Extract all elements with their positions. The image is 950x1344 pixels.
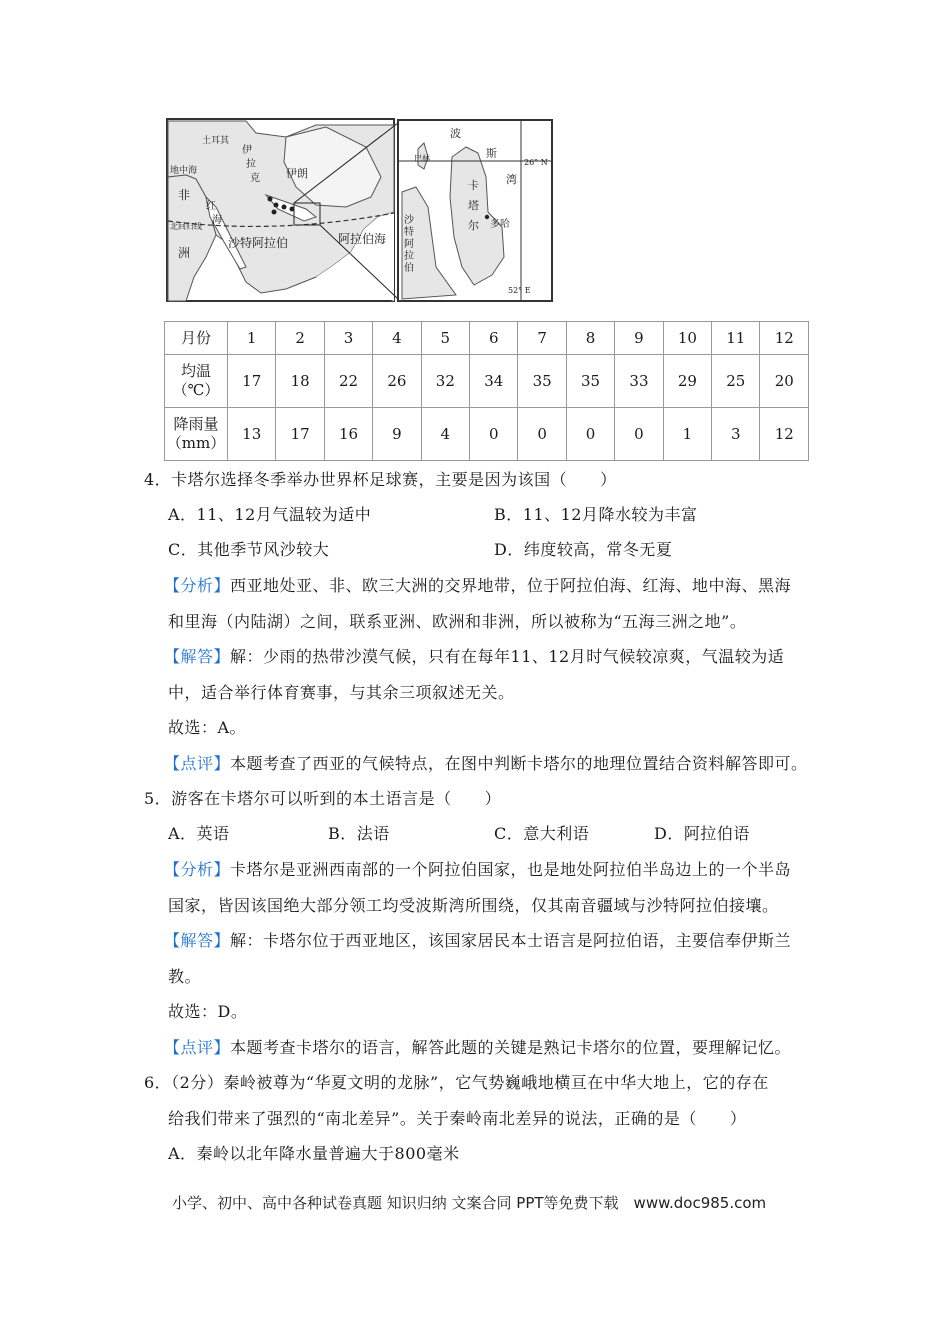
map-label-doha: 多哈: [490, 219, 510, 230]
table-cell: 12: [760, 408, 809, 461]
q5-stem: 5．游客在卡塔尔可以听到的本土语言是（ ）: [144, 789, 502, 808]
map-label-qatar-3: 尔: [468, 219, 479, 232]
q6-stem-line-1: 6．（2分）秦岭被尊为“华夏文明的龙脉”，它气势巍峨地横亘在中华大地上，它的存在: [144, 1073, 769, 1092]
climate-table: [164, 321, 809, 461]
table-cell: 32: [421, 355, 469, 408]
q4-choice: 故选：A。: [168, 718, 247, 737]
map-label-red-sea-2: 海: [212, 215, 222, 226]
map-label-iraq-1: 伊: [242, 145, 252, 156]
map-label-saudi-v-4: 拉: [404, 251, 414, 262]
table-cell: 25: [712, 355, 760, 408]
map-label-iran: 伊朗: [286, 167, 308, 180]
page-footer: 小学、初中、高中各种试卷真题 知识归纳 文案合同 PPT等免费下载 www.doc985.com: [172, 1194, 767, 1212]
map-label-saudi-v-2: 特: [404, 227, 414, 238]
answer-tag: 【解答】: [164, 931, 231, 950]
table-cell: 34: [470, 355, 518, 408]
table-cell: 2: [276, 322, 324, 355]
table-cell: 26: [373, 355, 421, 408]
q6-stem-line-2: 给我们带来了强烈的“南北差异”。关于秦岭南北差异的说法，正确的是（ ）: [168, 1109, 747, 1128]
q5-comment-text: 本题考查卡塔尔的语言，解答此题的关键是熟记卡塔尔的位置，要理解记忆。: [230, 1038, 792, 1057]
table-cell: 35: [518, 355, 566, 408]
map-label-qatar-2: 塔: [468, 199, 479, 212]
q4-comment-text: 本题考查了西亚的气候特点，在图中判断卡塔尔的地理位置结合资料解答即可。: [230, 754, 808, 773]
table-cell: 20: [760, 355, 809, 408]
table-cell: 16: [324, 408, 372, 461]
map-label-arabian-sea: 阿拉伯海: [338, 232, 387, 246]
map-label-gulf-3: 湾: [506, 173, 517, 186]
map-label-saudi-v-3: 阿: [404, 239, 414, 250]
table-cell: 5: [421, 322, 469, 355]
q4-comment-line: [164, 754, 808, 774]
temp-label-2: （℃）: [172, 381, 220, 399]
table-cell: 11: [712, 322, 760, 355]
q5-answer-text-1: 解：卡塔尔位于西亚地区，该国家居民本士语言是阿拉伯语，主要信奉伊斯兰: [230, 931, 792, 950]
table-cell: 13: [228, 408, 276, 461]
map-label-mediterranean: 地中海: [170, 166, 198, 176]
map-label-qatar-1: 卡: [468, 179, 479, 192]
q4-answer-text-1: 解：少雨的热带沙漠气候，只有在每年11、12月时气候较凉爽，气温较为适: [230, 647, 785, 666]
table-cell: 22: [324, 355, 372, 408]
map-label-saudi-v-1: 沙: [404, 215, 414, 226]
table-cell: 4: [373, 322, 421, 355]
q6-option-a: A．秦岭以北年降水量普遍大于800毫米: [168, 1144, 460, 1163]
table-row-temperature: [165, 355, 809, 408]
temp-label-1: 均温: [180, 362, 211, 380]
table-cell: 0: [615, 408, 663, 461]
rain-label-2: （mm）: [166, 434, 226, 452]
table-row-rainfall: [165, 408, 809, 461]
q4-stem: 4．卡塔尔选择冬季举办世界杯足球赛，主要是因为该国（ ）: [144, 470, 617, 489]
table-cell: 3: [712, 408, 760, 461]
table-cell: 17: [276, 408, 324, 461]
table-cell: 0: [566, 408, 614, 461]
table-cell: 0: [518, 408, 566, 461]
analysis-tag: 【分析】: [164, 860, 231, 879]
q5-analysis-text-1: 卡塔尔是亚洲西南部的一个阿拉伯国家，也是地处阿拉伯半岛边上的一个半岛: [230, 860, 792, 879]
q4-option-b: B．11、12月降水较为丰富: [494, 505, 698, 524]
table-cell: 1: [663, 408, 711, 461]
comment-tag: 【点评】: [164, 754, 231, 773]
map-label-iraq-2: 拉: [246, 159, 256, 170]
analysis-tag: 【分析】: [164, 576, 231, 595]
q4-option-d: D．纬度较高，常冬无夏: [494, 540, 673, 559]
map-label-gulf-1: 波: [450, 127, 461, 140]
q5-answer-line-2: 教。: [168, 967, 202, 986]
table-cell: 9: [615, 322, 663, 355]
q5-analysis-line-2: 国家，皆因该国绝大部分领工均受波斯湾所围绕，仅其南音疆域与沙特阿拉伯接壤。: [168, 896, 779, 915]
table-cell: 12: [760, 322, 809, 355]
table-cell: 0: [470, 408, 518, 461]
q5-option-c: C．意大利语: [494, 824, 590, 843]
q4-analysis-line-1: [164, 576, 791, 596]
map-figure: [166, 117, 554, 303]
q5-answer-line-1: [164, 931, 791, 951]
q4-answer-line-2: 中，适合举行体育赛事，与其余三项叙述无关。: [168, 683, 515, 702]
q5-comment-line: [164, 1038, 791, 1058]
map-label-lon: 52° E: [508, 286, 531, 295]
table-cell: 1: [228, 322, 276, 355]
map-label-bahrain: 巴林: [414, 154, 430, 163]
table-cell: 8: [566, 322, 614, 355]
table-cell: 18: [276, 355, 324, 408]
map-label-gulf-2: 斯: [486, 147, 497, 160]
table-header-month: 月份: [165, 322, 228, 355]
table-cell: 33: [615, 355, 663, 408]
rain-label-1: 降雨量: [173, 415, 219, 433]
q4-answer-line-1: [164, 647, 784, 667]
map-label-tropic: 北回归线: [170, 222, 202, 231]
table-row-months: [165, 322, 809, 355]
q4-option-a: A．11、12月气温较为适中: [168, 505, 372, 524]
table-header-rainfall: [165, 408, 228, 461]
table-cell: 7: [518, 322, 566, 355]
map-label-turkey: 土耳其: [202, 136, 230, 146]
table-cell: 35: [566, 355, 614, 408]
table-cell: 3: [324, 322, 372, 355]
table-cell: 9: [373, 408, 421, 461]
answer-tag: 【解答】: [164, 647, 231, 666]
table-cell: 6: [470, 322, 518, 355]
map-label-africa-1: 非: [178, 188, 191, 202]
map-label-saudi: 沙特阿拉伯: [228, 236, 289, 250]
map-label-iraq-3: 克: [250, 173, 260, 184]
table-cell: 10: [663, 322, 711, 355]
q5-choice: 故选：D。: [168, 1002, 248, 1021]
map-label-africa-2: 洲: [178, 246, 191, 260]
table-cell: 4: [421, 408, 469, 461]
table-cell: 29: [663, 355, 711, 408]
q5-analysis-line-1: [164, 860, 791, 880]
west-asia-map: [166, 117, 554, 303]
q5-option-a: A．英语: [168, 824, 230, 843]
map-label-red-sea-1: 红: [206, 201, 216, 212]
table-cell: 17: [228, 355, 276, 408]
map-label-lat: 26° N: [524, 158, 548, 167]
q4-analysis-line-2: 和里海（内陆湖）之间，联系亚洲、欧洲和非洲，所以被称为“五海三洲之地”。: [168, 612, 747, 631]
comment-tag: 【点评】: [164, 1038, 231, 1057]
q5-option-d: D．阿拉伯语: [654, 824, 750, 843]
map-label-saudi-v-5: 伯: [404, 263, 414, 274]
q4-option-c: C．其他季节风沙较大: [168, 540, 330, 559]
q4-analysis-text-1: 西亚地处亚、非、欧三大洲的交界地带，位于阿拉伯海、红海、地中海、黑海: [230, 576, 792, 595]
q5-option-b: B．法语: [328, 824, 390, 843]
table-header-temperature: [165, 355, 228, 408]
